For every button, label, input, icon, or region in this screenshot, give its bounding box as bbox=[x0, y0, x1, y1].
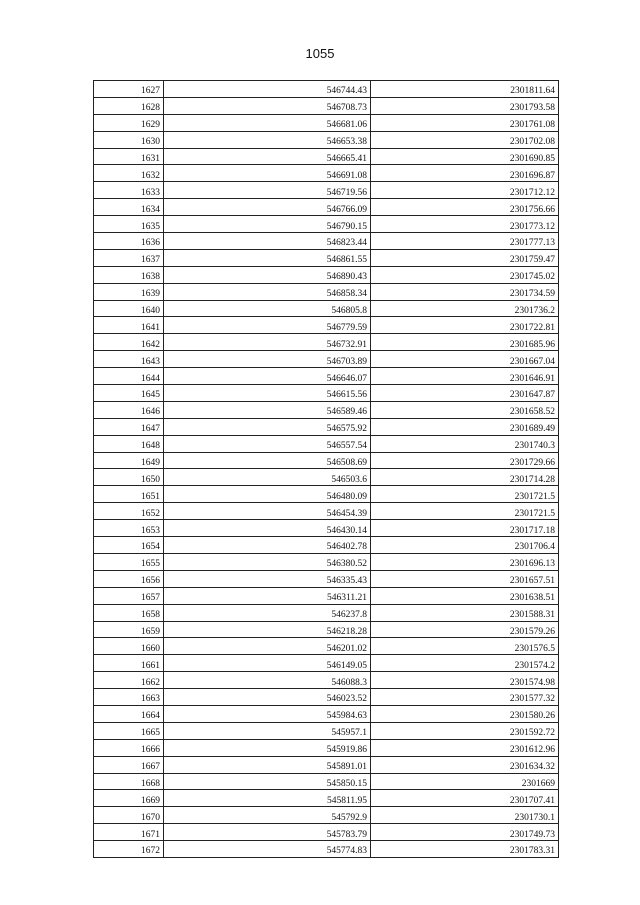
x-coordinate-cell: 546575.92 bbox=[164, 418, 371, 435]
y-coordinate-cell: 2301579.26 bbox=[371, 621, 559, 638]
x-coordinate-cell: 545919.86 bbox=[164, 739, 371, 756]
x-coordinate-cell: 546653.38 bbox=[164, 131, 371, 148]
y-coordinate-cell: 2301740.3 bbox=[371, 435, 559, 452]
point-number-cell: 1640 bbox=[94, 300, 164, 317]
x-coordinate-cell: 546732.91 bbox=[164, 334, 371, 351]
point-number-cell: 1647 bbox=[94, 418, 164, 435]
table-row bbox=[94, 689, 559, 706]
y-coordinate-cell: 2301638.51 bbox=[371, 587, 559, 604]
table-row bbox=[94, 503, 559, 520]
point-number-cell: 1662 bbox=[94, 672, 164, 689]
point-number-cell: 1658 bbox=[94, 604, 164, 621]
point-number-cell: 1654 bbox=[94, 537, 164, 554]
point-number-cell: 1636 bbox=[94, 233, 164, 250]
table-row bbox=[94, 216, 559, 233]
x-coordinate-cell: 546454.39 bbox=[164, 503, 371, 520]
x-coordinate-cell: 546691.08 bbox=[164, 165, 371, 182]
x-coordinate-cell: 545792.9 bbox=[164, 807, 371, 824]
point-number-cell: 1642 bbox=[94, 334, 164, 351]
y-coordinate-cell: 2301658.52 bbox=[371, 401, 559, 418]
point-number-cell: 1633 bbox=[94, 182, 164, 199]
table-row bbox=[94, 266, 559, 283]
table-row bbox=[94, 570, 559, 587]
x-coordinate-cell: 546557.54 bbox=[164, 435, 371, 452]
y-coordinate-cell: 2301646.91 bbox=[371, 368, 559, 385]
y-coordinate-cell: 2301783.31 bbox=[371, 841, 559, 858]
x-coordinate-cell: 546508.69 bbox=[164, 452, 371, 469]
point-number-cell: 1670 bbox=[94, 807, 164, 824]
point-number-cell: 1651 bbox=[94, 486, 164, 503]
table-row bbox=[94, 604, 559, 621]
point-number-cell: 1638 bbox=[94, 266, 164, 283]
point-number-cell: 1648 bbox=[94, 435, 164, 452]
point-number-cell: 1632 bbox=[94, 165, 164, 182]
y-coordinate-cell: 2301745.02 bbox=[371, 266, 559, 283]
table-row bbox=[94, 621, 559, 638]
point-number-cell: 1655 bbox=[94, 553, 164, 570]
table-row bbox=[94, 655, 559, 672]
y-coordinate-cell: 2301657.51 bbox=[371, 570, 559, 587]
y-coordinate-cell: 2301736.2 bbox=[371, 300, 559, 317]
point-number-cell: 1660 bbox=[94, 638, 164, 655]
table-row bbox=[94, 553, 559, 570]
point-number-cell: 1657 bbox=[94, 587, 164, 604]
table-row bbox=[94, 317, 559, 334]
table-row bbox=[94, 537, 559, 554]
y-coordinate-cell: 2301690.85 bbox=[371, 148, 559, 165]
table-row bbox=[94, 587, 559, 604]
point-number-cell: 1665 bbox=[94, 722, 164, 739]
table-row bbox=[94, 452, 559, 469]
table-row bbox=[94, 368, 559, 385]
y-coordinate-cell: 2301588.31 bbox=[371, 604, 559, 621]
table-row bbox=[94, 722, 559, 739]
table-row bbox=[94, 131, 559, 148]
y-coordinate-cell: 2301702.08 bbox=[371, 131, 559, 148]
x-coordinate-cell: 546503.6 bbox=[164, 469, 371, 486]
x-coordinate-cell: 546681.06 bbox=[164, 114, 371, 131]
x-coordinate-cell: 546480.09 bbox=[164, 486, 371, 503]
x-coordinate-cell: 546790.15 bbox=[164, 216, 371, 233]
x-coordinate-cell: 546380.52 bbox=[164, 553, 371, 570]
y-coordinate-cell: 2301759.47 bbox=[371, 249, 559, 266]
x-coordinate-cell: 545783.79 bbox=[164, 824, 371, 841]
x-coordinate-cell: 546615.56 bbox=[164, 385, 371, 402]
x-coordinate-cell: 546703.89 bbox=[164, 351, 371, 368]
x-coordinate-cell: 546861.55 bbox=[164, 249, 371, 266]
x-coordinate-cell: 546201.02 bbox=[164, 638, 371, 655]
point-number-cell: 1646 bbox=[94, 401, 164, 418]
x-coordinate-cell: 546237.8 bbox=[164, 604, 371, 621]
table-row bbox=[94, 114, 559, 131]
point-number-cell: 1649 bbox=[94, 452, 164, 469]
table-row bbox=[94, 824, 559, 841]
table-row bbox=[94, 469, 559, 486]
y-coordinate-cell: 2301592.72 bbox=[371, 722, 559, 739]
x-coordinate-cell: 546779.59 bbox=[164, 317, 371, 334]
y-coordinate-cell: 2301734.59 bbox=[371, 283, 559, 300]
x-coordinate-cell: 546744.43 bbox=[164, 81, 371, 98]
x-coordinate-cell: 545957.1 bbox=[164, 722, 371, 739]
y-coordinate-cell: 2301722.81 bbox=[371, 317, 559, 334]
table-row bbox=[94, 182, 559, 199]
table-row bbox=[94, 486, 559, 503]
y-coordinate-cell: 2301574.2 bbox=[371, 655, 559, 672]
table-row bbox=[94, 773, 559, 790]
y-coordinate-cell: 2301667.04 bbox=[371, 351, 559, 368]
x-coordinate-cell: 545984.63 bbox=[164, 705, 371, 722]
point-number-cell: 1628 bbox=[94, 97, 164, 114]
y-coordinate-cell: 2301647.87 bbox=[371, 385, 559, 402]
y-coordinate-cell: 2301580.26 bbox=[371, 705, 559, 722]
point-number-cell: 1652 bbox=[94, 503, 164, 520]
y-coordinate-cell: 2301696.87 bbox=[371, 165, 559, 182]
x-coordinate-cell: 546311.21 bbox=[164, 587, 371, 604]
point-number-cell: 1645 bbox=[94, 385, 164, 402]
table-row bbox=[94, 790, 559, 807]
point-number-cell: 1668 bbox=[94, 773, 164, 790]
x-coordinate-cell: 546766.09 bbox=[164, 199, 371, 216]
table-row bbox=[94, 520, 559, 537]
y-coordinate-cell: 2301577.32 bbox=[371, 689, 559, 706]
table-row bbox=[94, 97, 559, 114]
table-row bbox=[94, 807, 559, 824]
point-number-cell: 1671 bbox=[94, 824, 164, 841]
x-coordinate-cell: 546088.3 bbox=[164, 672, 371, 689]
y-coordinate-cell: 2301669 bbox=[371, 773, 559, 790]
table-row bbox=[94, 199, 559, 216]
page-number: 1055 bbox=[305, 46, 335, 61]
table-row bbox=[94, 401, 559, 418]
y-coordinate-cell: 2301749.73 bbox=[371, 824, 559, 841]
point-number-cell: 1637 bbox=[94, 249, 164, 266]
x-coordinate-cell: 546665.41 bbox=[164, 148, 371, 165]
point-number-cell: 1631 bbox=[94, 148, 164, 165]
table-row bbox=[94, 165, 559, 182]
y-coordinate-cell: 2301574.98 bbox=[371, 672, 559, 689]
y-coordinate-cell: 2301685.96 bbox=[371, 334, 559, 351]
x-coordinate-cell: 546805.8 bbox=[164, 300, 371, 317]
x-coordinate-cell: 546402.78 bbox=[164, 537, 371, 554]
y-coordinate-cell: 2301793.58 bbox=[371, 97, 559, 114]
table-row bbox=[94, 756, 559, 773]
table-row bbox=[94, 418, 559, 435]
table-row bbox=[94, 249, 559, 266]
point-number-cell: 1664 bbox=[94, 705, 164, 722]
point-number-cell: 1639 bbox=[94, 283, 164, 300]
table-row bbox=[94, 233, 559, 250]
y-coordinate-cell: 2301811.64 bbox=[371, 81, 559, 98]
table-row bbox=[94, 672, 559, 689]
x-coordinate-cell: 546149.05 bbox=[164, 655, 371, 672]
point-number-cell: 1635 bbox=[94, 216, 164, 233]
point-number-cell: 1663 bbox=[94, 689, 164, 706]
x-coordinate-cell: 546890.43 bbox=[164, 266, 371, 283]
point-number-cell: 1661 bbox=[94, 655, 164, 672]
point-number-cell: 1666 bbox=[94, 739, 164, 756]
point-number-cell: 1656 bbox=[94, 570, 164, 587]
table-row bbox=[94, 385, 559, 402]
x-coordinate-cell: 546430.14 bbox=[164, 520, 371, 537]
table-row bbox=[94, 705, 559, 722]
table-row bbox=[94, 148, 559, 165]
point-number-cell: 1672 bbox=[94, 841, 164, 858]
x-coordinate-cell: 545850.15 bbox=[164, 773, 371, 790]
y-coordinate-cell: 2301721.5 bbox=[371, 486, 559, 503]
point-number-cell: 1641 bbox=[94, 317, 164, 334]
y-coordinate-cell: 2301721.5 bbox=[371, 503, 559, 520]
y-coordinate-cell: 2301689.49 bbox=[371, 418, 559, 435]
table-row bbox=[94, 283, 559, 300]
y-coordinate-cell: 2301717.18 bbox=[371, 520, 559, 537]
table-row bbox=[94, 351, 559, 368]
x-coordinate-cell: 545891.01 bbox=[164, 756, 371, 773]
table-body bbox=[94, 81, 559, 858]
x-coordinate-cell: 546218.28 bbox=[164, 621, 371, 638]
y-coordinate-cell: 2301706.4 bbox=[371, 537, 559, 554]
x-coordinate-cell: 546335.43 bbox=[164, 570, 371, 587]
coordinates-table bbox=[93, 80, 559, 858]
point-number-cell: 1634 bbox=[94, 199, 164, 216]
table-row bbox=[94, 334, 559, 351]
y-coordinate-cell: 2301696.13 bbox=[371, 553, 559, 570]
point-number-cell: 1659 bbox=[94, 621, 164, 638]
y-coordinate-cell: 2301761.08 bbox=[371, 114, 559, 131]
y-coordinate-cell: 2301773.12 bbox=[371, 216, 559, 233]
table-row bbox=[94, 638, 559, 655]
table-row bbox=[94, 435, 559, 452]
x-coordinate-cell: 546719.56 bbox=[164, 182, 371, 199]
point-number-cell: 1653 bbox=[94, 520, 164, 537]
point-number-cell: 1627 bbox=[94, 81, 164, 98]
point-number-cell: 1630 bbox=[94, 131, 164, 148]
y-coordinate-cell: 2301756.66 bbox=[371, 199, 559, 216]
y-coordinate-cell: 2301712.12 bbox=[371, 182, 559, 199]
table-row bbox=[94, 739, 559, 756]
y-coordinate-cell: 2301576.5 bbox=[371, 638, 559, 655]
y-coordinate-cell: 2301730.1 bbox=[371, 807, 559, 824]
point-number-cell: 1650 bbox=[94, 469, 164, 486]
table-row bbox=[94, 841, 559, 858]
x-coordinate-cell: 546589.46 bbox=[164, 401, 371, 418]
point-number-cell: 1643 bbox=[94, 351, 164, 368]
y-coordinate-cell: 2301729.66 bbox=[371, 452, 559, 469]
y-coordinate-cell: 2301777.13 bbox=[371, 233, 559, 250]
table-row bbox=[94, 300, 559, 317]
y-coordinate-cell: 2301714.28 bbox=[371, 469, 559, 486]
point-number-cell: 1644 bbox=[94, 368, 164, 385]
y-coordinate-cell: 2301707.41 bbox=[371, 790, 559, 807]
x-coordinate-cell: 545811.95 bbox=[164, 790, 371, 807]
x-coordinate-cell: 546708.73 bbox=[164, 97, 371, 114]
table-row bbox=[94, 81, 559, 98]
point-number-cell: 1667 bbox=[94, 756, 164, 773]
x-coordinate-cell: 546858.34 bbox=[164, 283, 371, 300]
y-coordinate-cell: 2301612.96 bbox=[371, 739, 559, 756]
y-coordinate-cell: 2301634.32 bbox=[371, 756, 559, 773]
point-number-cell: 1629 bbox=[94, 114, 164, 131]
x-coordinate-cell: 546823.44 bbox=[164, 233, 371, 250]
x-coordinate-cell: 545774.83 bbox=[164, 841, 371, 858]
point-number-cell: 1669 bbox=[94, 790, 164, 807]
x-coordinate-cell: 546023.52 bbox=[164, 689, 371, 706]
x-coordinate-cell: 546646.07 bbox=[164, 368, 371, 385]
